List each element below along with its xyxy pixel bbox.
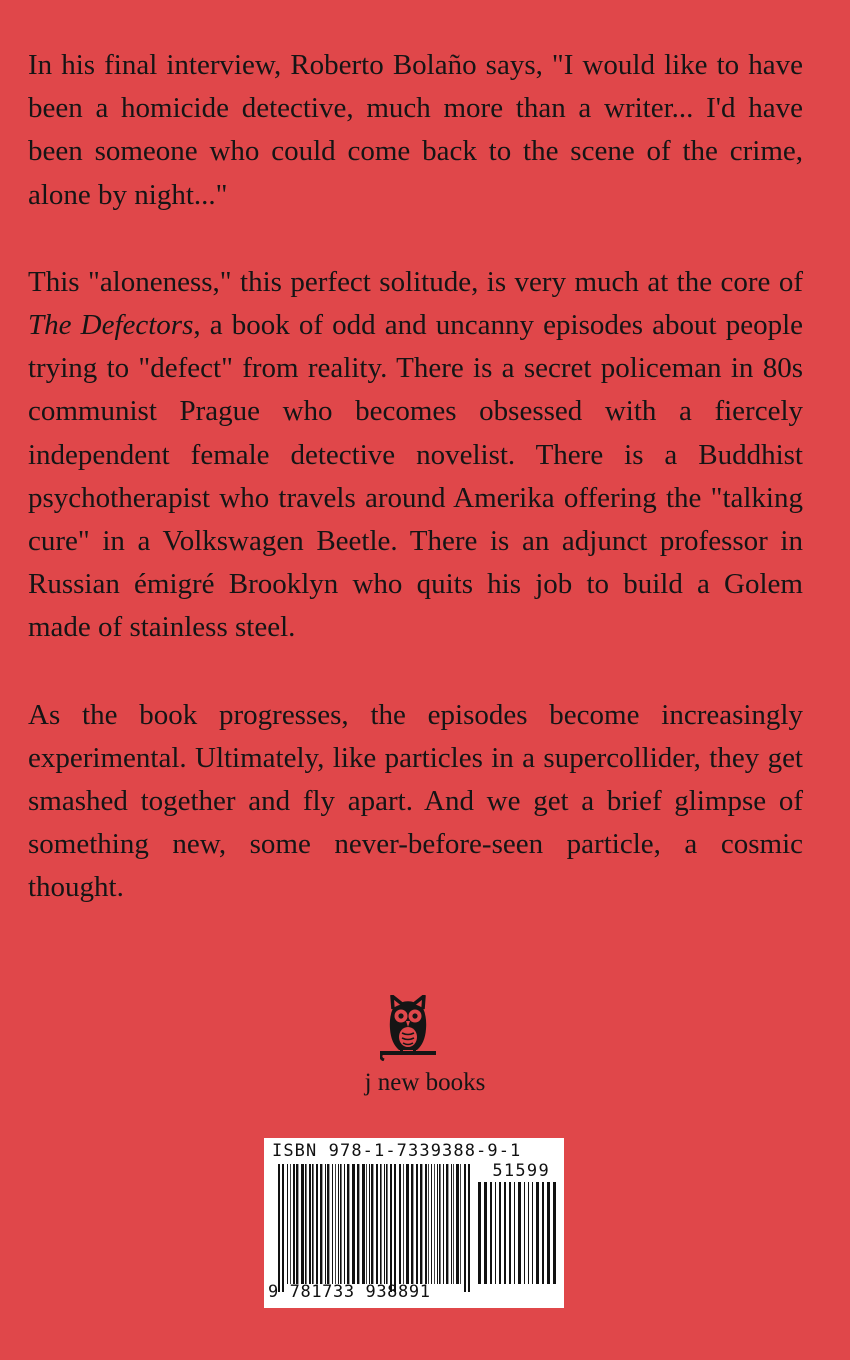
- book-title: The Defectors: [28, 309, 194, 342]
- price-code: 51599: [492, 1161, 550, 1181]
- blurb-paragraph-2: [28, 261, 803, 650]
- publisher-name: j new books: [364, 1069, 486, 1096]
- back-cover-blurb: [28, 44, 803, 910]
- blurb-paragraph-2-rest: , a book of odd and uncanny episodes about people trying to "defect" from reality. There is a secret policeman in 80s communist Prague who becomes obsessed with a fiercely independent female detective novelist. There is a Buddhist psychotherapist who travels around Amerika offering the "talking cure" in a Volkswagen Beetle. There is an adjunct professor in Russian émigré Brooklyn who quits his job to build a Golem made of stainless steel.: [28, 309, 803, 644]
- owl-on-branch-icon: [380, 995, 436, 1061]
- isbn-barcode: [264, 1138, 564, 1308]
- isbn-label: ISBN 978-1-7339388-9-1: [272, 1141, 522, 1161]
- blurb-paragraph-3: As the book progresses, the episodes become increasingly experimental. Ultimately, like particles in a supercollider, they get smashed together and fly apart. And we get a brief glimpse of something new, some never-before-seen particle, a cosmic thought.: [28, 698, 803, 904]
- blurb-paragraph-1: In his final interview, Roberto Bolaño says, "I would like to have been a homicide detective, much more than a writer... I'd have been someone who could come back to the scene of the crime, alone by night...": [28, 49, 803, 211]
- ean-digits: 9 781733 938891: [268, 1282, 431, 1302]
- blurb-paragraph-2-lead: This "aloneness," this perfect solitude, is very much at the core of: [28, 265, 803, 298]
